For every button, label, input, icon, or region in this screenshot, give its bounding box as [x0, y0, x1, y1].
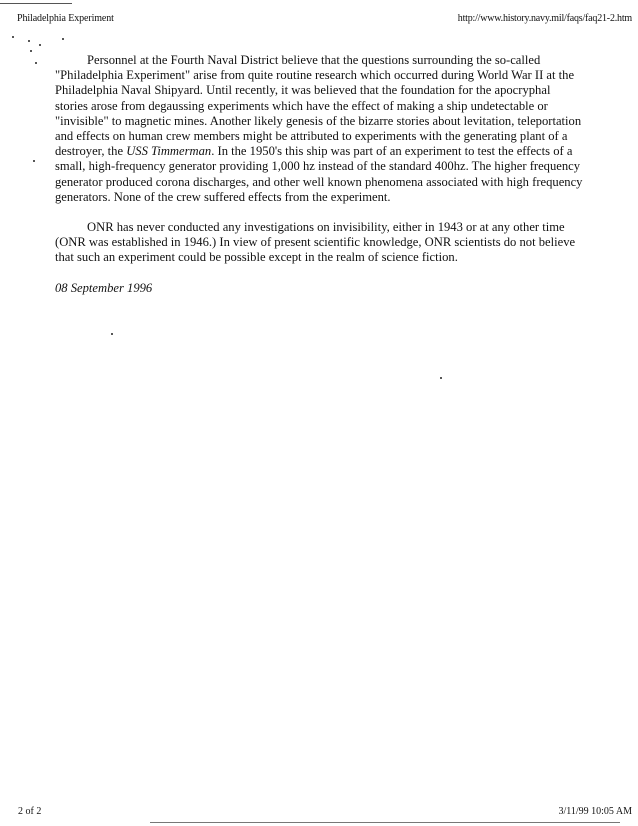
scan-speck: [62, 38, 64, 40]
page-title: Philadelphia Experiment: [17, 13, 114, 24]
scan-speck: [39, 44, 41, 46]
paragraph-1: [55, 53, 585, 205]
print-timestamp: 3/11/99 10:05 AM: [558, 806, 632, 817]
top-rule: [0, 3, 72, 4]
page-url: http://www.history.navy.mil/faqs/faq21-2.htm: [457, 13, 632, 24]
page-number: 2 of 2: [18, 806, 42, 817]
scan-speck: [28, 40, 30, 42]
paragraph-2: ONR has never conducted any investigations on invisibility, either in 1943 or at any other time (ONR was established in 1946.) In view of present scientific knowledge, ONR scientists do not believe that such an experiment could be possible except in the realm of science fiction.: [55, 220, 576, 265]
document-body: [55, 53, 585, 296]
scan-speck: [111, 333, 113, 335]
bottom-rule: [150, 822, 620, 823]
paragraph-1-text-b: . In the 1950's this ship was part of an experiment to test the effects of a small, high-frequency generator providing 1,000 hz instead of the standard 400hz. The higher frequency generator produced corona discharges, and other well known phenomena associated with high frequency generators. None of the crew suffered effects from the experiment.: [55, 144, 583, 204]
scan-speck: [33, 160, 35, 162]
scan-speck: [440, 377, 442, 379]
scan-speck: [35, 62, 37, 64]
ship-name: USS Timmerman: [126, 144, 212, 159]
document-date: 08 September 1996: [55, 280, 153, 295]
scan-speck: [12, 36, 14, 38]
paragraph-1-text-a: Personnel at the Fourth Naval District believe that the questions surrounding the so-called "Philadelphia Experiment" arise from quite routine research which occurred during World War II at the Philadelphia Naval Shipyard. Until recently, it was believed that the foundation for the apocryphal stories arose from degaussing experiments which have the effect of making a ship undetectable or "invisible" to magnetic mines. Another likely genesis of the bizarre stories about levitation, teleportation and effects on human crew members might be attributed to experiments with the generating plant of a destroyer, the: [55, 53, 582, 159]
scan-speck: [30, 50, 32, 52]
